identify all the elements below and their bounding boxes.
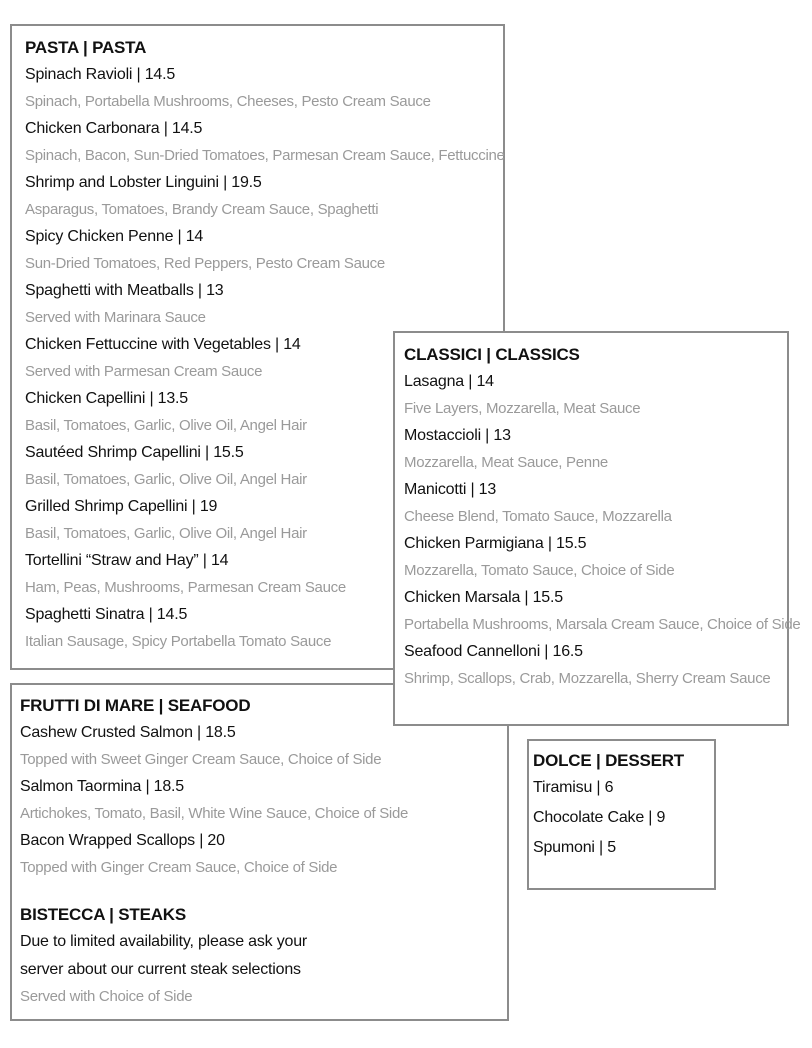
steaks-description: Served with Choice of Side: [20, 988, 193, 1005]
menu-item: [20, 777, 507, 824]
item-name: Sautéed Shrimp Capellini | 15.5: [25, 444, 244, 461]
item-description: Basil, Tomatoes, Garlic, Olive Oil, Angel Hair: [25, 471, 307, 488]
steaks-note-line-2: server about our current steak selections: [20, 961, 301, 978]
menu-item: [25, 65, 503, 112]
pasta-heading: PASTA | PASTA: [25, 38, 147, 57]
item-name: Tortellini “Straw and Hay” | 14: [25, 552, 229, 569]
item-name: Spaghetti Sinatra | 14.5: [25, 606, 188, 623]
seafood-section: [10, 683, 509, 1021]
item-description: Sun-Dried Tomatoes, Red Peppers, Pesto Cream Sauce: [25, 255, 385, 272]
item-name: Spaghetti with Meatballs | 13: [25, 282, 224, 299]
classics-section: [393, 331, 801, 726]
item-name: Spicy Chicken Penne | 14: [25, 228, 204, 245]
menu-item: [25, 119, 503, 166]
item-description: Basil, Tomatoes, Garlic, Olive Oil, Angel Hair: [25, 417, 307, 434]
dessert-heading: DOLCE | DESSERT: [533, 751, 684, 770]
dessert-item: Tiramisu | 6: [533, 779, 614, 796]
menu-item: [404, 372, 787, 419]
item-name: Chicken Capellini | 13.5: [25, 390, 189, 407]
item-description: Mozzarella, Tomato Sauce, Choice of Side: [404, 562, 675, 579]
item-description: Served with Parmesan Cream Sauce: [25, 363, 263, 380]
item-name: Chicken Fettuccine with Vegetables | 14: [25, 336, 301, 353]
item-description: Artichokes, Tomato, Basil, White Wine Sauce, Choice of Side: [20, 805, 409, 822]
item-description: Italian Sausage, Spicy Portabella Tomato Sauce: [25, 633, 332, 650]
item-name: Chicken Carbonara | 14.5: [25, 120, 203, 137]
steaks-note-line-1: Due to limited availability, please ask your: [20, 933, 308, 950]
menu-item: [20, 723, 507, 770]
classics-heading: CLASSICI | CLASSICS: [404, 345, 580, 364]
item-name: Spinach Ravioli | 14.5: [25, 66, 176, 83]
menu-item: [25, 281, 503, 328]
item-description: Topped with Sweet Ginger Cream Sauce, Choice of Side: [20, 751, 382, 768]
menu-item: [404, 588, 801, 635]
dessert-item: Spumoni | 5: [533, 839, 616, 856]
item-name: Cashew Crusted Salmon | 18.5: [20, 724, 236, 741]
item-description: Topped with Ginger Cream Sauce, Choice of Side: [20, 859, 338, 876]
item-description: Basil, Tomatoes, Garlic, Olive Oil, Angel Hair: [25, 525, 307, 542]
item-name: Lasagna | 14: [404, 373, 494, 390]
item-description: Shrimp, Scallops, Crab, Mozzarella, Sherry Cream Sauce: [404, 670, 771, 687]
dessert-section: [527, 739, 716, 890]
item-description: Spinach, Bacon, Sun-Dried Tomatoes, Parmesan Cream Sauce, Fettuccine: [25, 147, 505, 164]
item-name: Chicken Parmigiana | 15.5: [404, 535, 587, 552]
menu-item: [20, 831, 507, 878]
item-description: Portabella Mushrooms, Marsala Cream Sauce, Choice of Side: [404, 616, 801, 633]
seafood-heading: FRUTTI DI MARE | SEAFOOD: [20, 696, 251, 715]
item-name: Mostaccioli | 13: [404, 427, 511, 444]
item-description: Spinach, Portabella Mushrooms, Cheeses, Pesto Cream Sauce: [25, 93, 431, 110]
menu-item: [25, 227, 503, 274]
item-name: Seafood Cannelloni | 16.5: [404, 643, 583, 660]
item-name: Bacon Wrapped Scallops | 20: [20, 832, 225, 849]
item-description: Mozzarella, Meat Sauce, Penne: [404, 454, 608, 471]
menu-item: [404, 426, 787, 473]
menu-item: [404, 534, 787, 581]
dessert-item: Chocolate Cake | 9: [533, 809, 666, 826]
item-description: Five Layers, Mozzarella, Meat Sauce: [404, 400, 641, 417]
steaks-heading: BISTECCA | STEAKS: [20, 905, 187, 924]
item-description: Cheese Blend, Tomato Sauce, Mozzarella: [404, 508, 672, 525]
menu-item: [404, 642, 787, 689]
section-spacer: [20, 885, 507, 905]
item-name: Manicotti | 13: [404, 481, 497, 498]
item-name: Chicken Marsala | 15.5: [404, 589, 563, 606]
item-description: Ham, Peas, Mushrooms, Parmesan Cream Sauce: [25, 579, 346, 596]
menu-item: [25, 173, 503, 220]
item-name: Shrimp and Lobster Linguini | 19.5: [25, 174, 262, 191]
item-name: Salmon Taormina | 18.5: [20, 778, 184, 795]
item-description: Served with Marinara Sauce: [25, 309, 206, 326]
item-name: Grilled Shrimp Capellini | 19: [25, 498, 218, 515]
item-description: Asparagus, Tomatoes, Brandy Cream Sauce, Spaghetti: [25, 201, 379, 218]
menu-item: [404, 480, 787, 527]
